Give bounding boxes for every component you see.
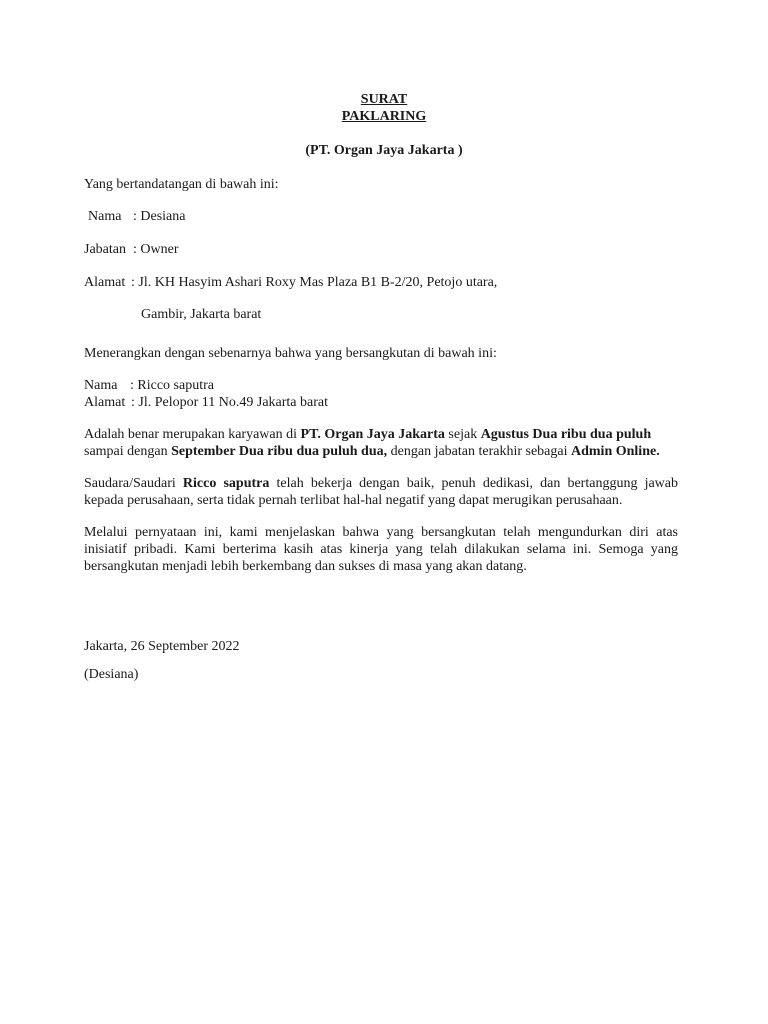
signature-name: (Desiana) [84,667,139,682]
employee-name-label: Nama [84,378,118,393]
signer-name-value: : Desiana [133,209,186,224]
place-date: Jakarta, 26 September 2022 [84,639,240,654]
letter-title-line-1: SURAT [360,92,408,107]
signer-address-label: Alamat [84,275,126,290]
employee-name-value: : Ricco saputra [130,378,214,393]
employment-start: Agustus Dua ribu dua puluh [480,427,652,442]
company-heading: (PT. Organ Jaya Jakarta ) [305,143,463,158]
statement-text: Menerangkan dengan sebenarnya bahwa yang bersangkutan di bawah ini: [84,346,497,361]
intro-text: Yang bertandatangan di bawah ini: [84,177,279,192]
signer-name-label: Nama [88,209,122,224]
letter-title-line-2: PAKLARING [341,109,427,124]
conduct-text-2: telah bekerja dengan baik, penuh dedikasi, dan bertanggung jawab kepada perusahaan, serta tidak pernah terlibat hal-hal negatif yang dapat merugikan perusahaan. [84,476,679,508]
signer-position-value: : Owner [133,242,179,257]
employment-text-3: sampai dengan [84,444,172,459]
signer-address-value: : Jl. KH Hasyim Ashari Roxy Mas Plaza B1 B-2/20, Petojo utara, [131,275,498,290]
employment-end: September Dua ribu dua puluh dua, [171,444,388,459]
employment-role: Admin Online. [571,444,660,459]
signer-address-value-2: Gambir, Jakarta barat [141,307,262,322]
employment-company: PT. Organ Jaya Jakarta [300,427,445,442]
employment-text-2: sejak [444,427,481,442]
employee-address-label: Alamat [84,395,126,410]
closing-paragraph: Melalui pernyataan ini, kami menjelaskan bahwa yang bersangkutan telah mengundurkan diri atas inisiatif pribadi. Kami berterima kasih atas kinerja yang telah dilakukan selama ini. Semoga yang bersangkutan menjadi lebih berkembang dan sukses di masa yang akan datang. [84,525,678,574]
employee-address-value: : Jl. Pelopor 11 No.49 Jakarta barat [131,395,328,410]
conduct-text-1: Saudara/Saudari [84,476,183,491]
employment-text-1: Adalah benar merupakan karyawan di [84,427,301,442]
conduct-paragraph [84,475,678,509]
employment-text-4: dengan jabatan terakhir sebagai [387,444,571,459]
employment-paragraph [84,426,684,460]
signer-position-label: Jabatan [84,242,126,257]
conduct-employee-name: Ricco saputra [182,476,270,491]
